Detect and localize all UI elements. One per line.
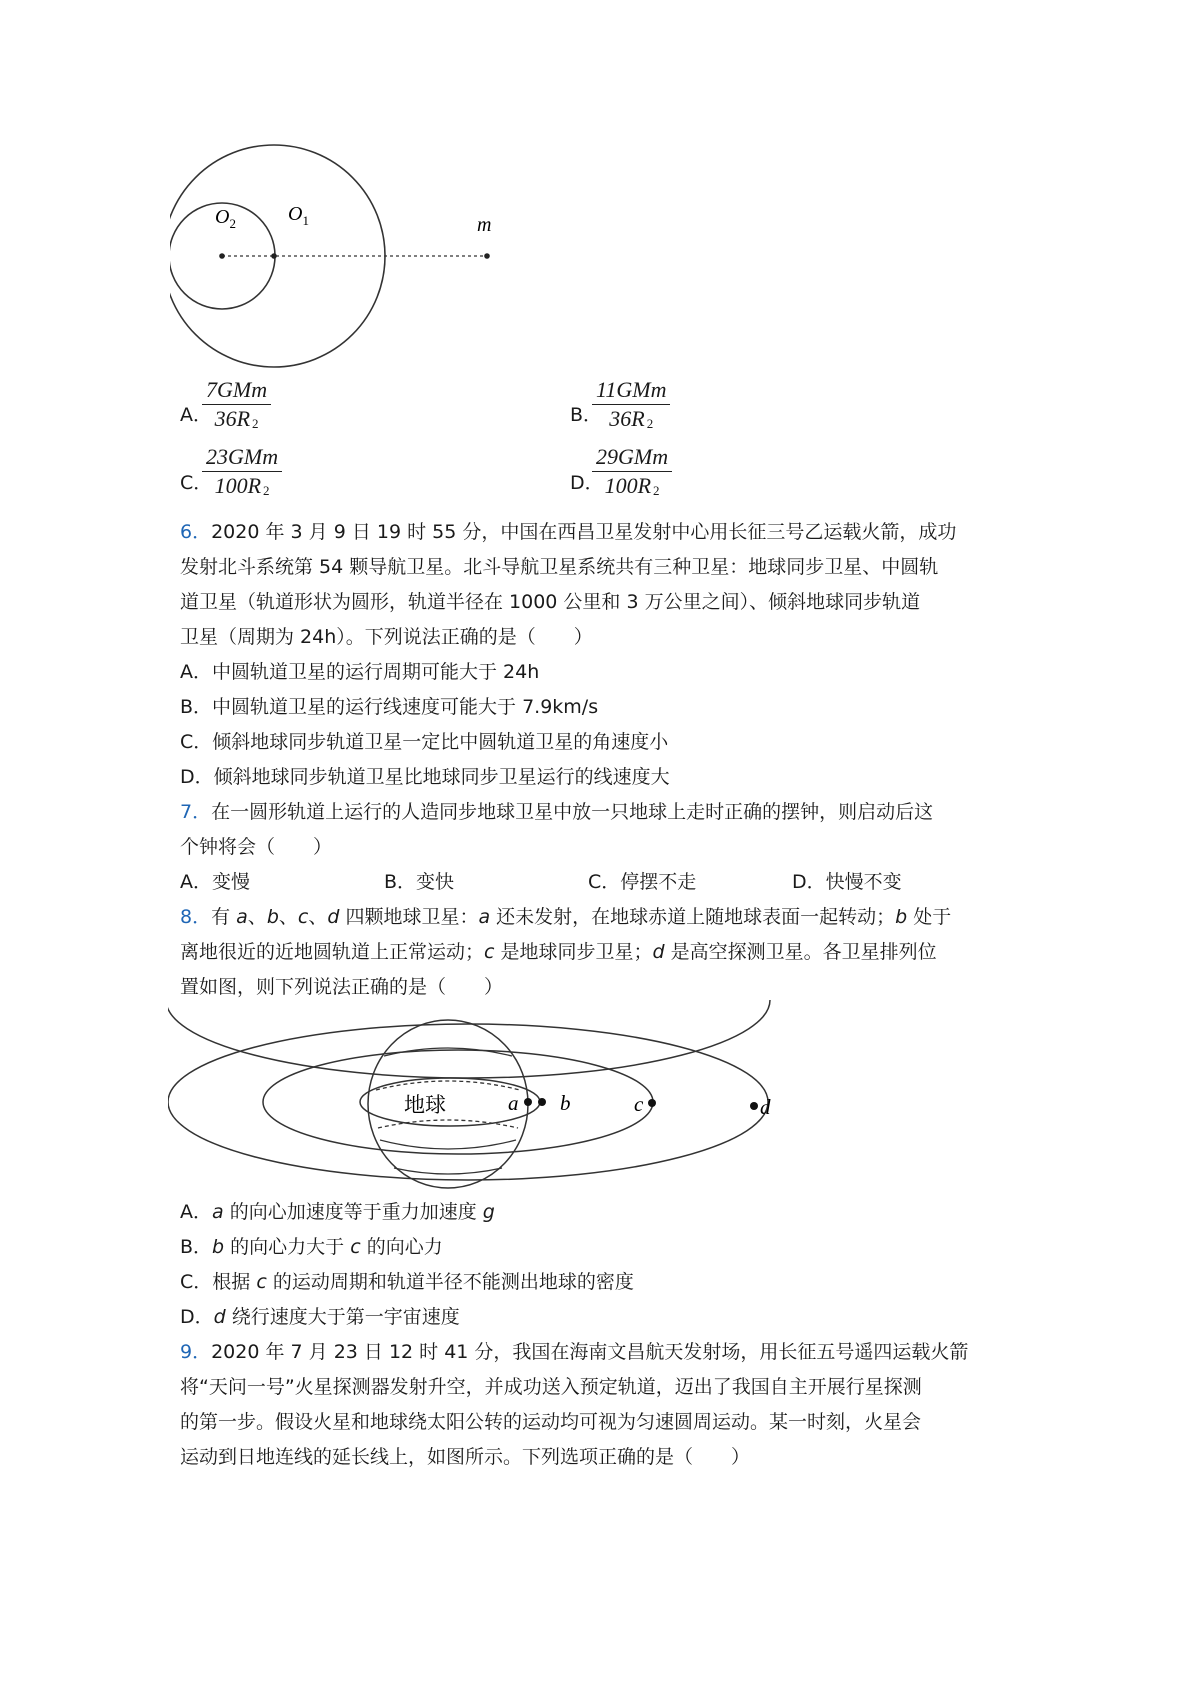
question-text: 2020 年 7 月 23 日 12 时 41 分，我国在海南文昌航天发射场，用长征五号遥四运载火箭 [211,1341,969,1363]
text: 是地球同步卫星； [494,941,653,963]
q5-option-b-label: B． [570,404,603,426]
q5-option-d-label: D． [570,472,604,494]
text: 四颗地球卫星： [339,906,479,928]
option-b: B．中圆轨道卫星的运行线速度可能大于 7.9km/s [180,696,599,718]
question-number: 9． [180,1341,212,1363]
question-text: 发射北斗系统第 54 颗导航卫星。北斗导航卫星系统共有三种卫星：地球同步卫星、中圆轨 [180,556,939,578]
question-text: 个钟将会（ ） [180,836,333,858]
svg-text:O1 [288,203,309,228]
var: d [327,906,340,928]
option-c: C．根据 c 的运动周期和轨道半径不能测出地球的密度 [180,1271,634,1293]
satellite-d [750,1102,758,1110]
numerator: 29GMm [596,444,669,469]
text: 处于 [907,906,952,928]
var: c [297,906,309,928]
question-text: 将“天问一号”火星探测器发射升空，并成功送入预定轨道，迈出了我国自主开展行星探测 [180,1376,922,1398]
option-b: B．变快 [384,871,455,893]
exponent: 2 [653,483,660,498]
point-o1 [271,253,277,259]
question-number: 6． [180,521,212,543]
question-number: 7． [180,801,212,823]
exponent: 2 [646,416,654,431]
point-m [484,253,490,259]
var: c [484,941,495,963]
label-o2: O [215,206,230,228]
exponent: 2 [252,416,259,431]
numerator: 11GMm [596,377,667,402]
option-d: D．倾斜地球同步轨道卫星比地球同步卫星运行的线速度大 [180,766,670,788]
satellite-b [538,1098,546,1106]
orbit-d-shape [168,1024,768,1180]
var: a [236,906,248,928]
label-b: b [560,1091,571,1115]
question-text: 卫星（周期为 24h）。下列说法正确的是（ ） [180,626,593,648]
option-a: A．中圆轨道卫星的运行周期可能大于 24h [180,661,540,683]
var: d [652,941,665,963]
label-o1-sub: 1 [302,213,309,228]
question-text: 2020 年 3 月 9 日 19 时 55 分，中国在西昌卫星发射中心用长征三号乙运载火箭，成功 [211,521,957,543]
denominator: 100R [604,473,652,498]
denominator: 36R [214,406,251,431]
earth-latitude-top [384,1048,512,1056]
question-text: 运动到日地连线的延长线上，如图所示。下列选项正确的是（ ） [180,1446,751,1468]
label-m: m [477,214,492,236]
q5-option-c-label: C． [180,472,213,494]
earth-sphere [368,1020,528,1188]
satellite-c [648,1099,656,1107]
numerator: 7GMm [206,377,268,402]
figure-circles [170,140,530,380]
q5-option-d-fraction [592,443,672,505]
option-a: A．a 的向心加速度等于重力加速度 g [180,1201,495,1223]
option-c: C．倾斜地球同步轨道卫星一定比中圆轨道卫星的角速度小 [180,731,669,753]
option-a: A．变慢 [180,871,250,893]
point-o2 [219,253,225,259]
q5-option-b-fraction [592,376,670,438]
q5-option-c-fraction [202,443,282,505]
text: 是高空探测卫星。各卫星排列位 [664,941,937,963]
option-d: D．d 绕行速度大于第一宇宙速度 [180,1306,460,1328]
question-number: 8． [180,906,212,928]
orbit-d [168,1000,770,1078]
option-c: C．停摆不走 [588,871,697,893]
label-o1: O [288,203,303,225]
text: 、 [247,906,267,928]
denominator: 100R [214,473,262,498]
text: 离地很近的近地圆轨道上正常运动； [180,941,485,963]
text: 、 [308,906,328,928]
earth-latitude-bottom [380,1140,516,1149]
earth-label: 地球 [404,1093,446,1117]
label-c: c [634,1092,644,1116]
exponent: 2 [263,483,270,498]
q5-option-a-fraction [202,376,271,438]
earth-latitude-lower [394,1168,502,1174]
text: 、 [278,906,298,928]
question-text: 在一圆形轨道上运行的人造同步地球卫星中放一只地球上走时正确的摆钟，则启动后这 [211,801,934,823]
text: 还未发射，在地球赤道上随地球表面一起转动； [490,906,896,928]
svg-text:O2 [215,206,236,231]
var: b [266,906,279,928]
var: a [478,906,491,928]
label-a: a [508,1091,519,1115]
q5-option-a-label: A． [180,404,212,426]
figure-orbits [168,1000,968,1200]
var: b [895,906,908,928]
question-text: 道卫星（轨道形状为圆形，轨道半径在 1000 公里和 3 万公里之间）、倾斜地球同步轨道 [180,591,921,613]
satellite-a [524,1098,532,1106]
label-o2-sub: 2 [229,216,236,231]
option-d: D．快慢不变 [792,871,902,893]
text: 有 [211,906,237,928]
question-text: 置如图，则下列说法正确的是（ ） [180,976,504,998]
question-text: 的第一步。假设火星和地球绕太阳公转的运动均可视为匀速圆周运动。某一时刻，火星会 [180,1411,922,1433]
orbit-c [263,1050,653,1154]
denominator: 36R [609,406,645,431]
label-d: d [760,1095,771,1119]
numerator: 23GMm [206,444,279,469]
option-b: B．b 的向心力大于 c 的向心力 [180,1236,443,1258]
